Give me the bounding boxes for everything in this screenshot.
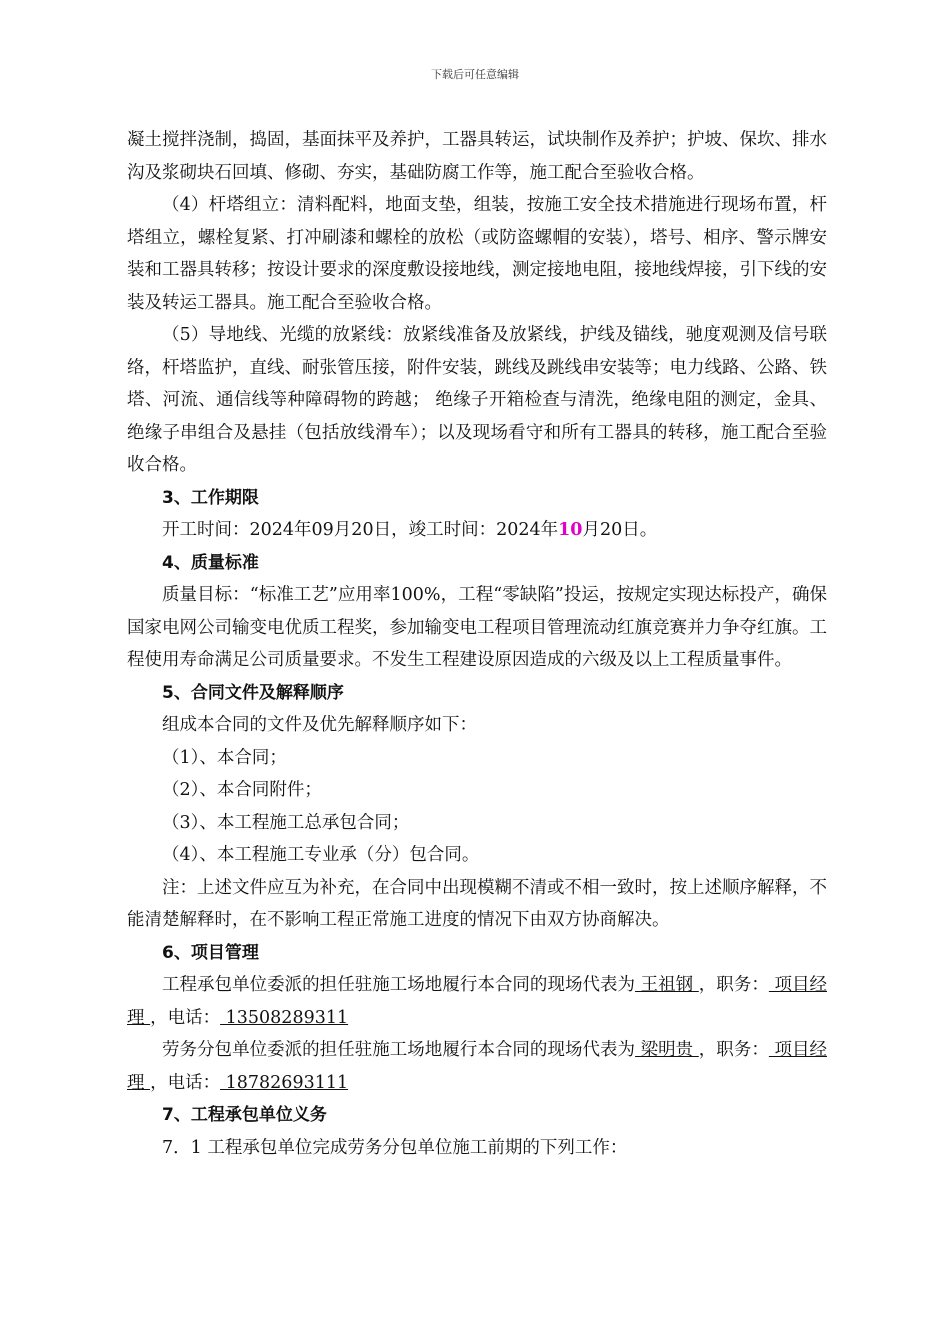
contractor-representative (127, 969, 827, 1034)
rep-text: 劳务分包单位委派的担任驻施工场地履行本合同的现场代表为 (162, 1040, 636, 1060)
completion-month-highlight: 10 (558, 520, 583, 540)
subcontractor-rep-phone: 18782693111 (220, 1072, 349, 1093)
section-7-subsection: 7．1 工程承包单位完成劳务分包单位施工前期的下列工作： (162, 1137, 628, 1158)
section-5-intro: 组成本合同的文件及优先解释顺序如下： (162, 715, 477, 735)
document-body (127, 124, 827, 1164)
paragraph-tower-assembly: （4）杆塔组立：清料配料，地面支垫，组装，按施工安全技术措施进行现场布置，杆塔组立，螺栓复紧、打冲刷漆和螺栓的放松（或防盗螺帽的安装），塔号、相序、警示牌安装和工器具转移；按设计要求的深度敷设接地线，测定接地电阻，接地线焊接，引下线的安装及转运工器具。施工配合至验收合格。 (127, 195, 827, 313)
rep-text: 工程承包单位委派的担任驻施工场地履行本合同的现场代表为 (162, 975, 636, 995)
section-3-text (127, 514, 827, 547)
page-header: 下载后可任意编辑 (431, 68, 519, 81)
subcontractor-rep-role: 项目经理 (127, 1040, 827, 1093)
contractor-rep-role: 项目经理 (127, 975, 827, 1028)
schedule-text-start: 开工时间：2024年09月20日，竣工时间：2024年 (162, 520, 559, 540)
list-item: （3）、本工程施工总承包合同； (162, 812, 410, 833)
continued-paragraph: 凝土搅拌浇制，捣固，基面抹平及养护，工器具转运，试块制作及养护；护坡、保坎、排水沟及浆砌块石回填、修砌、夯实，基础防腐工作等，施工配合至验收合格。 (127, 130, 827, 183)
section-4-title: 4、质量标准 (162, 552, 259, 573)
rep-text: ，电话： (150, 1072, 221, 1093)
rep-text: ，职务： (698, 1040, 769, 1060)
section-5-note: 注：上述文件应互为补充，在合同中出现模糊不清或不相一致时，按上述顺序解释，不能清楚解释时，在不影响工程正常施工进度的情况下由双方协商解决。 (127, 877, 827, 930)
section-4-text: 质量目标：“标准工艺”应用率100%，工程“零缺陷”投运，按规定实现达标投产，确保国家电网公司输变电优质工程奖，参加输变电工程项目管理流动红旗竞赛并力争夺红旗。工程使用寿命满足公司质量要求。不发生工程建设原因造成的六级及以上工程质量事件。 (127, 585, 827, 670)
section-3-title: 3、工作期限 (162, 487, 259, 508)
rep-text: ，电话： (150, 1007, 221, 1028)
subcontractor-rep-name: 梁明贵 (635, 1040, 699, 1060)
list-item: （1）、本合同； (162, 747, 287, 768)
list-item: （2）、本合同附件； (162, 780, 322, 800)
contractor-rep-name: 王祖钢 (635, 975, 699, 995)
section-7-title: 7、工程承包单位义务 (162, 1105, 327, 1125)
rep-text: ，职务： (698, 975, 769, 995)
paragraph-stringing: （5）导地线、光缆的放紧线：放紧线准备及放紧线，护线及锚线，驰度观测及信号联络，杆塔监护，直线、耐张管压接，附件安装，跳线及跳线串安装等；电力线路、公路、铁塔、河流、通信线等种障碍物的跨越； 绝缘子开箱检查与清洗，绝缘电阻的测定，金具、绝缘子串组合及悬挂（包括放线滑车）；以及现场看守和所有工器具的转移，施工配合至验收合格。 (127, 325, 827, 475)
contractor-rep-phone: 13508289311 (220, 1007, 349, 1028)
schedule-text-end: 月20日。 (582, 520, 658, 540)
section-6-title: 6、项目管理 (162, 942, 259, 963)
subcontractor-representative (127, 1034, 827, 1099)
list-item: （4）、本工程施工专业承（分）包合同。 (162, 845, 480, 865)
section-5-title: 5、合同文件及解释顺序 (162, 682, 344, 703)
